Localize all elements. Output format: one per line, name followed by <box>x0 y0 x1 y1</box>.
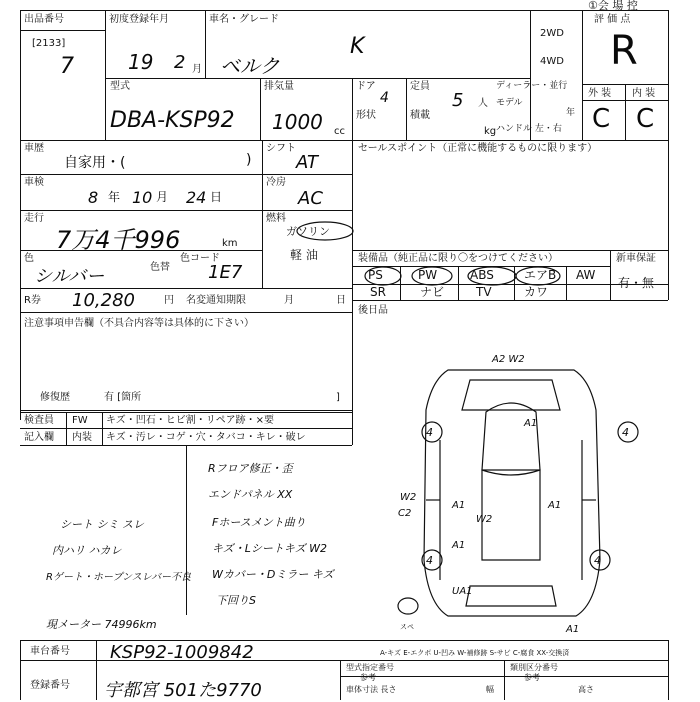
name-change-month: 月 <box>284 295 294 306</box>
meter-note: 現メーター 74996km <box>46 618 157 631</box>
inspector-row2: キズ・汚レ・コゲ・穴・タバコ・キレ・破レ <box>106 432 306 443</box>
damage-legend: A-キズ E-エクボ U-凹み W-補修跡 S-サビ C-腐食 XX-交換済 <box>380 649 570 657</box>
mark-a1-rear-left: A1 <box>452 540 466 551</box>
venue-label: ①会 場 控 <box>588 0 638 12</box>
mark-c2-left: C2 <box>398 508 412 519</box>
color-code: 1E7 <box>208 262 243 283</box>
mileage-value: 7万4千996 <box>56 226 181 254</box>
first-reg-label: 初度登録年月 <box>109 14 169 25</box>
equipment-label: 装備品（純正品に限り〇をつけてください） <box>358 253 558 264</box>
shift-value: AT <box>296 152 318 173</box>
displacement-label: 排気量 <box>264 81 294 92</box>
mileage-label: 走行 <box>24 213 44 224</box>
mark-top: A2 W2 <box>492 354 525 365</box>
equipment-tv: TV <box>476 285 492 299</box>
name-change-day: 日 <box>336 295 346 306</box>
inspector-fw: FW <box>72 415 88 426</box>
grade-label: 評 価 点 <box>594 14 631 25</box>
name-change-label: 名変通知期限 <box>186 295 246 306</box>
spare-label: スペ <box>400 623 414 631</box>
equipment-pw: PW <box>418 268 438 282</box>
usage-close: ) <box>246 152 252 168</box>
usage-value: 自家用・( <box>64 155 126 171</box>
model-name-label: 車名・グレード <box>209 14 279 25</box>
mark-4-fr: 4 <box>622 426 629 439</box>
mark-4-rl: 4 <box>426 554 433 567</box>
inspection-day: 24 <box>186 188 207 207</box>
exterior-label: 外 装 <box>588 88 612 99</box>
fuel-diesel: 軽 油 <box>290 248 318 262</box>
recycle-label: R券 <box>24 295 41 306</box>
lot-code: [2133] <box>32 38 66 49</box>
type-designation-note: 参考 <box>360 673 376 682</box>
recycle-value: 10,280 <box>72 290 135 311</box>
first-reg-year: 19 <box>128 50 154 74</box>
warranty-value: 有・無 <box>618 276 655 290</box>
car-grade: K <box>350 34 365 59</box>
interior-note-2: 内ハリ ハカレ <box>52 544 122 557</box>
inspection-day-unit: 日 <box>210 190 223 204</box>
mark-w2-center: W2 <box>476 514 493 525</box>
after-date-label: 後日品 <box>358 305 388 316</box>
class-number-note: 参考 <box>524 673 540 682</box>
interior-note-3: Rゲート・ホープンスレバー不良 <box>46 572 192 583</box>
model-year-unit: 年 <box>566 108 576 118</box>
size-length-label: 車体寸法 長さ <box>346 685 397 694</box>
doors-value: 4 <box>380 90 389 106</box>
model-value: DBA-KSP92 <box>110 108 235 133</box>
inspector-label: 検査員 <box>24 415 54 426</box>
equipment-aw: AW <box>576 268 596 282</box>
repair-close: ] <box>336 392 340 403</box>
mark-a1-rear: A1 <box>566 624 580 635</box>
mark-a1-left: A1 <box>452 500 466 511</box>
drive-4wd: 4WD <box>540 56 564 67</box>
inspector-interior: 内装 <box>72 432 92 443</box>
interior-score: C <box>636 104 655 134</box>
exterior-score: C <box>592 104 611 134</box>
inspector-note-4: キズ・Lシートキズ W2 <box>212 542 328 555</box>
equipment-abs: ABS <box>470 268 494 282</box>
ac-value: AC <box>298 188 323 209</box>
load-unit: kg <box>484 126 497 137</box>
inspector-note-2: エンドパネル XX <box>208 488 293 501</box>
lot-label: 出品番号 <box>24 14 64 25</box>
mark-4-rr: 4 <box>594 554 601 567</box>
inspection-month: 10 <box>132 188 153 207</box>
type-designation-label: 型式指定番号 <box>346 663 394 672</box>
first-reg-month: 2 <box>174 52 186 73</box>
size-height-label: 高さ <box>578 685 594 694</box>
notes-label: 注意事項申告欄（不具合内容等は具体的に下さい） <box>24 318 254 329</box>
ac-label: 冷房 <box>266 177 286 188</box>
color-code-label: 色コード <box>180 253 220 264</box>
interior-note-1: シート シミ スレ <box>60 518 144 531</box>
plate-value: 宇都宮 501た9770 <box>104 680 262 701</box>
mark-a1-right: A1 <box>548 500 562 511</box>
class-number-label: 類別区分番号 <box>510 663 558 672</box>
shift-label: シフト <box>266 143 296 154</box>
capacity-label: 定員 <box>410 81 430 92</box>
repair-label: 修復歴 <box>40 392 70 403</box>
overall-score: R <box>610 28 638 74</box>
model-year-label: モデル <box>496 98 523 108</box>
inspector-label-2: 記入欄 <box>24 432 54 443</box>
inspection-month-unit: 月 <box>156 190 169 204</box>
dealer-label: ディーラー・並行 <box>496 81 568 91</box>
lot-number: 7 <box>60 54 74 79</box>
capacity-value: 5 <box>452 90 464 111</box>
color-change-label: 色替 <box>150 262 170 273</box>
sales-point-label: セールスポイント（正常に機能するものに限ります） <box>358 143 598 154</box>
repair-value: 有 [箇所 <box>104 392 142 403</box>
size-width-label: 幅 <box>486 685 494 694</box>
mark-4-fl: 4 <box>426 426 433 439</box>
equipment-sr: SR <box>370 285 386 299</box>
first-reg-month-unit: 月 <box>192 64 202 75</box>
drive-2wd: 2WD <box>540 28 564 39</box>
displacement-value: 1000 <box>272 110 323 134</box>
capacity-unit: 人 <box>478 98 488 109</box>
inspection-year: 8 <box>88 188 99 207</box>
equipment-airbag: エアB <box>524 268 557 282</box>
fuel-label: 燃料 <box>266 213 286 224</box>
shape-label: 形状 <box>356 110 376 121</box>
warranty-label: 新車保証 <box>616 253 656 264</box>
inspector-note-5: Wカバー・Dミラー キズ <box>212 568 334 581</box>
inspector-note-1: Rフロア修正・歪 <box>208 462 293 475</box>
inspector-note-6: 下回りS <box>216 594 256 607</box>
recycle-unit: 円 <box>164 295 174 306</box>
inspection-year-unit: 年 <box>108 190 121 204</box>
usage-label: 車歴 <box>24 143 44 154</box>
color-label: 色 <box>24 253 34 264</box>
inspector-row1: キズ・凹石・ヒビ割・リペア跡・×要 <box>106 415 274 426</box>
chassis-value: KSP92-1009842 <box>110 642 254 663</box>
equipment-ps: PS <box>368 268 383 282</box>
car-name: ベルク <box>220 54 280 78</box>
inspector-note-3: Fホースメント曲り <box>212 516 306 529</box>
displacement-unit: cc <box>334 126 345 137</box>
mark-a1-roof: A1 <box>524 418 538 429</box>
model-label: 型式 <box>110 81 130 92</box>
mark-w2-left: W2 <box>400 492 417 503</box>
interior-label: 内 装 <box>632 88 656 99</box>
fuel-gas: ガソリン <box>286 225 330 238</box>
equipment-leather: カワ <box>524 285 549 299</box>
handle-label: ハンドル 左・右 <box>496 124 562 134</box>
chassis-label: 車台番号 <box>30 646 70 657</box>
plate-label: 登録番号 <box>30 680 70 691</box>
load-label: 積載 <box>410 110 430 121</box>
equipment-navi: ナビ <box>420 285 445 299</box>
inspection-label: 車検 <box>24 177 44 188</box>
mark-ua1: UA1 <box>452 586 473 597</box>
mileage-unit: km <box>222 238 238 249</box>
color-value: シルバー <box>34 266 105 287</box>
doors-label: ドア <box>356 81 376 92</box>
